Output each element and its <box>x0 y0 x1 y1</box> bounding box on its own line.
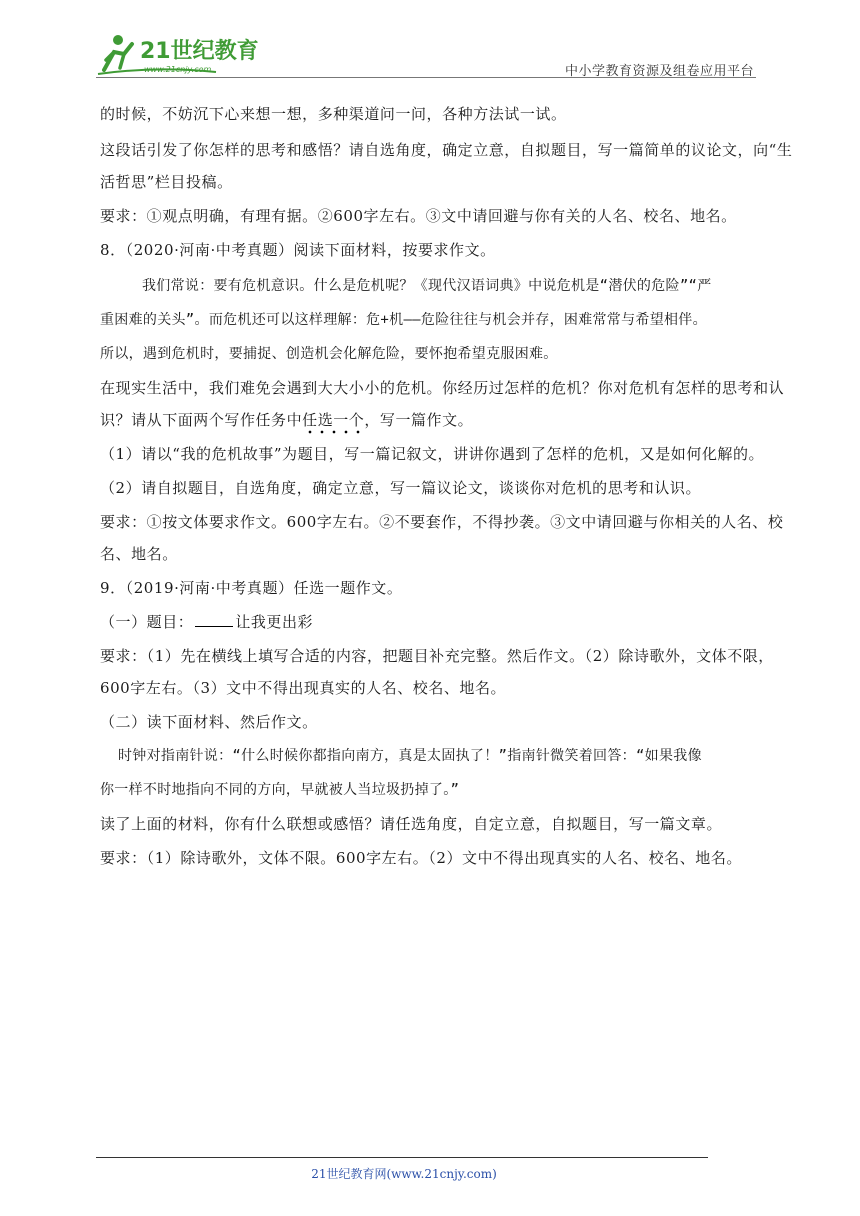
page-footer: 21世纪教育网(www.21cnjy.com) <box>311 1167 497 1181</box>
requirement-line: 要求：（1）除诗歌外，文体不限。600字左右。（2）文中不得出现真实的人名、校名、地名。 <box>100 849 742 867</box>
header-divider <box>96 77 756 78</box>
fill-in-blank <box>195 612 233 627</box>
text-segment: ，写一篇作文。 <box>364 411 474 429</box>
material-quote-line: 我们常说：要有危机意识。什么是危机呢？《现代汉语词典》中说危机是“潜伏的危险”“严 <box>142 278 712 294</box>
material-quote-line: 你一样不时地指向不同的方向，早就被人当垃圾扔掉了。” <box>100 782 460 798</box>
text-segment: 识？请从下面两个写作任务中 <box>100 411 303 429</box>
site-logo <box>96 30 266 78</box>
text-line: 在现实生活中，我们难免会遇到大大小小的危机。你经历过怎样的危机？你对危机有怎样的思考和认 <box>100 379 785 397</box>
question-8-heading: 8．（2020·河南·中考真题）阅读下面材料，按要求作文。 <box>100 241 496 259</box>
option-1-title-line <box>100 611 313 633</box>
page-header <box>96 30 756 78</box>
svg-text:www.21cnjy.com: www.21cnjy.com <box>144 65 212 74</box>
text-segment: 让我更出彩 <box>235 613 314 631</box>
requirement-line: 要求：（1）先在横线上填写合适的内容，把题目补充完整。然后作文。（2）除诗歌外，文体不限， <box>100 647 774 665</box>
text-line: 读了上面的材料，你有什么联想或感悟？请任选角度，自定立意，自拟题目，写一篇文章。 <box>100 815 723 833</box>
question-9-heading: 9．（2019·河南·中考真题）任选一题作文。 <box>100 579 403 597</box>
task-1-line: （1）请以“我的危机故事”为题目，写一篇记叙文，讲讲你遇到了怎样的危机，又是如何化解的。 <box>100 445 765 463</box>
option-2-heading: （二）读下面材料、然后作文。 <box>100 713 318 731</box>
task-2-line: （2）请自拟题目，自选角度，确定立意，写一篇议论文，谈谈你对危机的思考和认识。 <box>100 479 701 497</box>
svg-text:21世纪教育: 21世纪教育 <box>140 39 259 64</box>
footer-divider <box>96 1157 708 1158</box>
text-line: 这段话引发了你怎样的思考和感悟？请自选角度，确定立意，自拟题目，写一篇简单的议论文，向“生 <box>100 141 793 159</box>
text-line: 活哲思”栏目投稿。 <box>100 173 233 191</box>
material-quote-line: 所以，遇到危机时，要捕捉、创造机会化解危险，要怀抱希望克服困难。 <box>100 346 558 362</box>
text-line: 的时候，不妨沉下心来想一想，多种渠道问一问，各种方法试一试。 <box>100 105 567 123</box>
text-segment: （一）题目： <box>100 613 194 631</box>
material-quote-line: 时钟对指南针说：“什么时候你都指向南方，真是太固执了！”指南针微笑着回答：“如果我像 <box>118 748 702 764</box>
text-line <box>100 409 473 431</box>
platform-name: 中小学教育资源及组卷应用平台 <box>564 64 754 79</box>
requirement-line: 名、地名。 <box>100 545 178 563</box>
requirement-line: 要求：①按文体要求作文。600字左右。②不要套作，不得抄袭。③文中请回避与你相关的人名、校 <box>100 513 784 531</box>
emphasis-text: 任选一个 <box>302 411 364 435</box>
requirement-line: 要求：①观点明确，有理有据。②600字左右。③文中请回避与你有关的人名、校名、地名。 <box>100 207 737 225</box>
material-quote-line: 重困难的关头”。而危机还可以这样理解：危+机——危险往往与机会并存，困难常常与希望相伴。 <box>100 312 707 328</box>
requirement-line: 600字左右。（3）文中不得出现真实的人名、校名、地名。 <box>100 679 507 697</box>
